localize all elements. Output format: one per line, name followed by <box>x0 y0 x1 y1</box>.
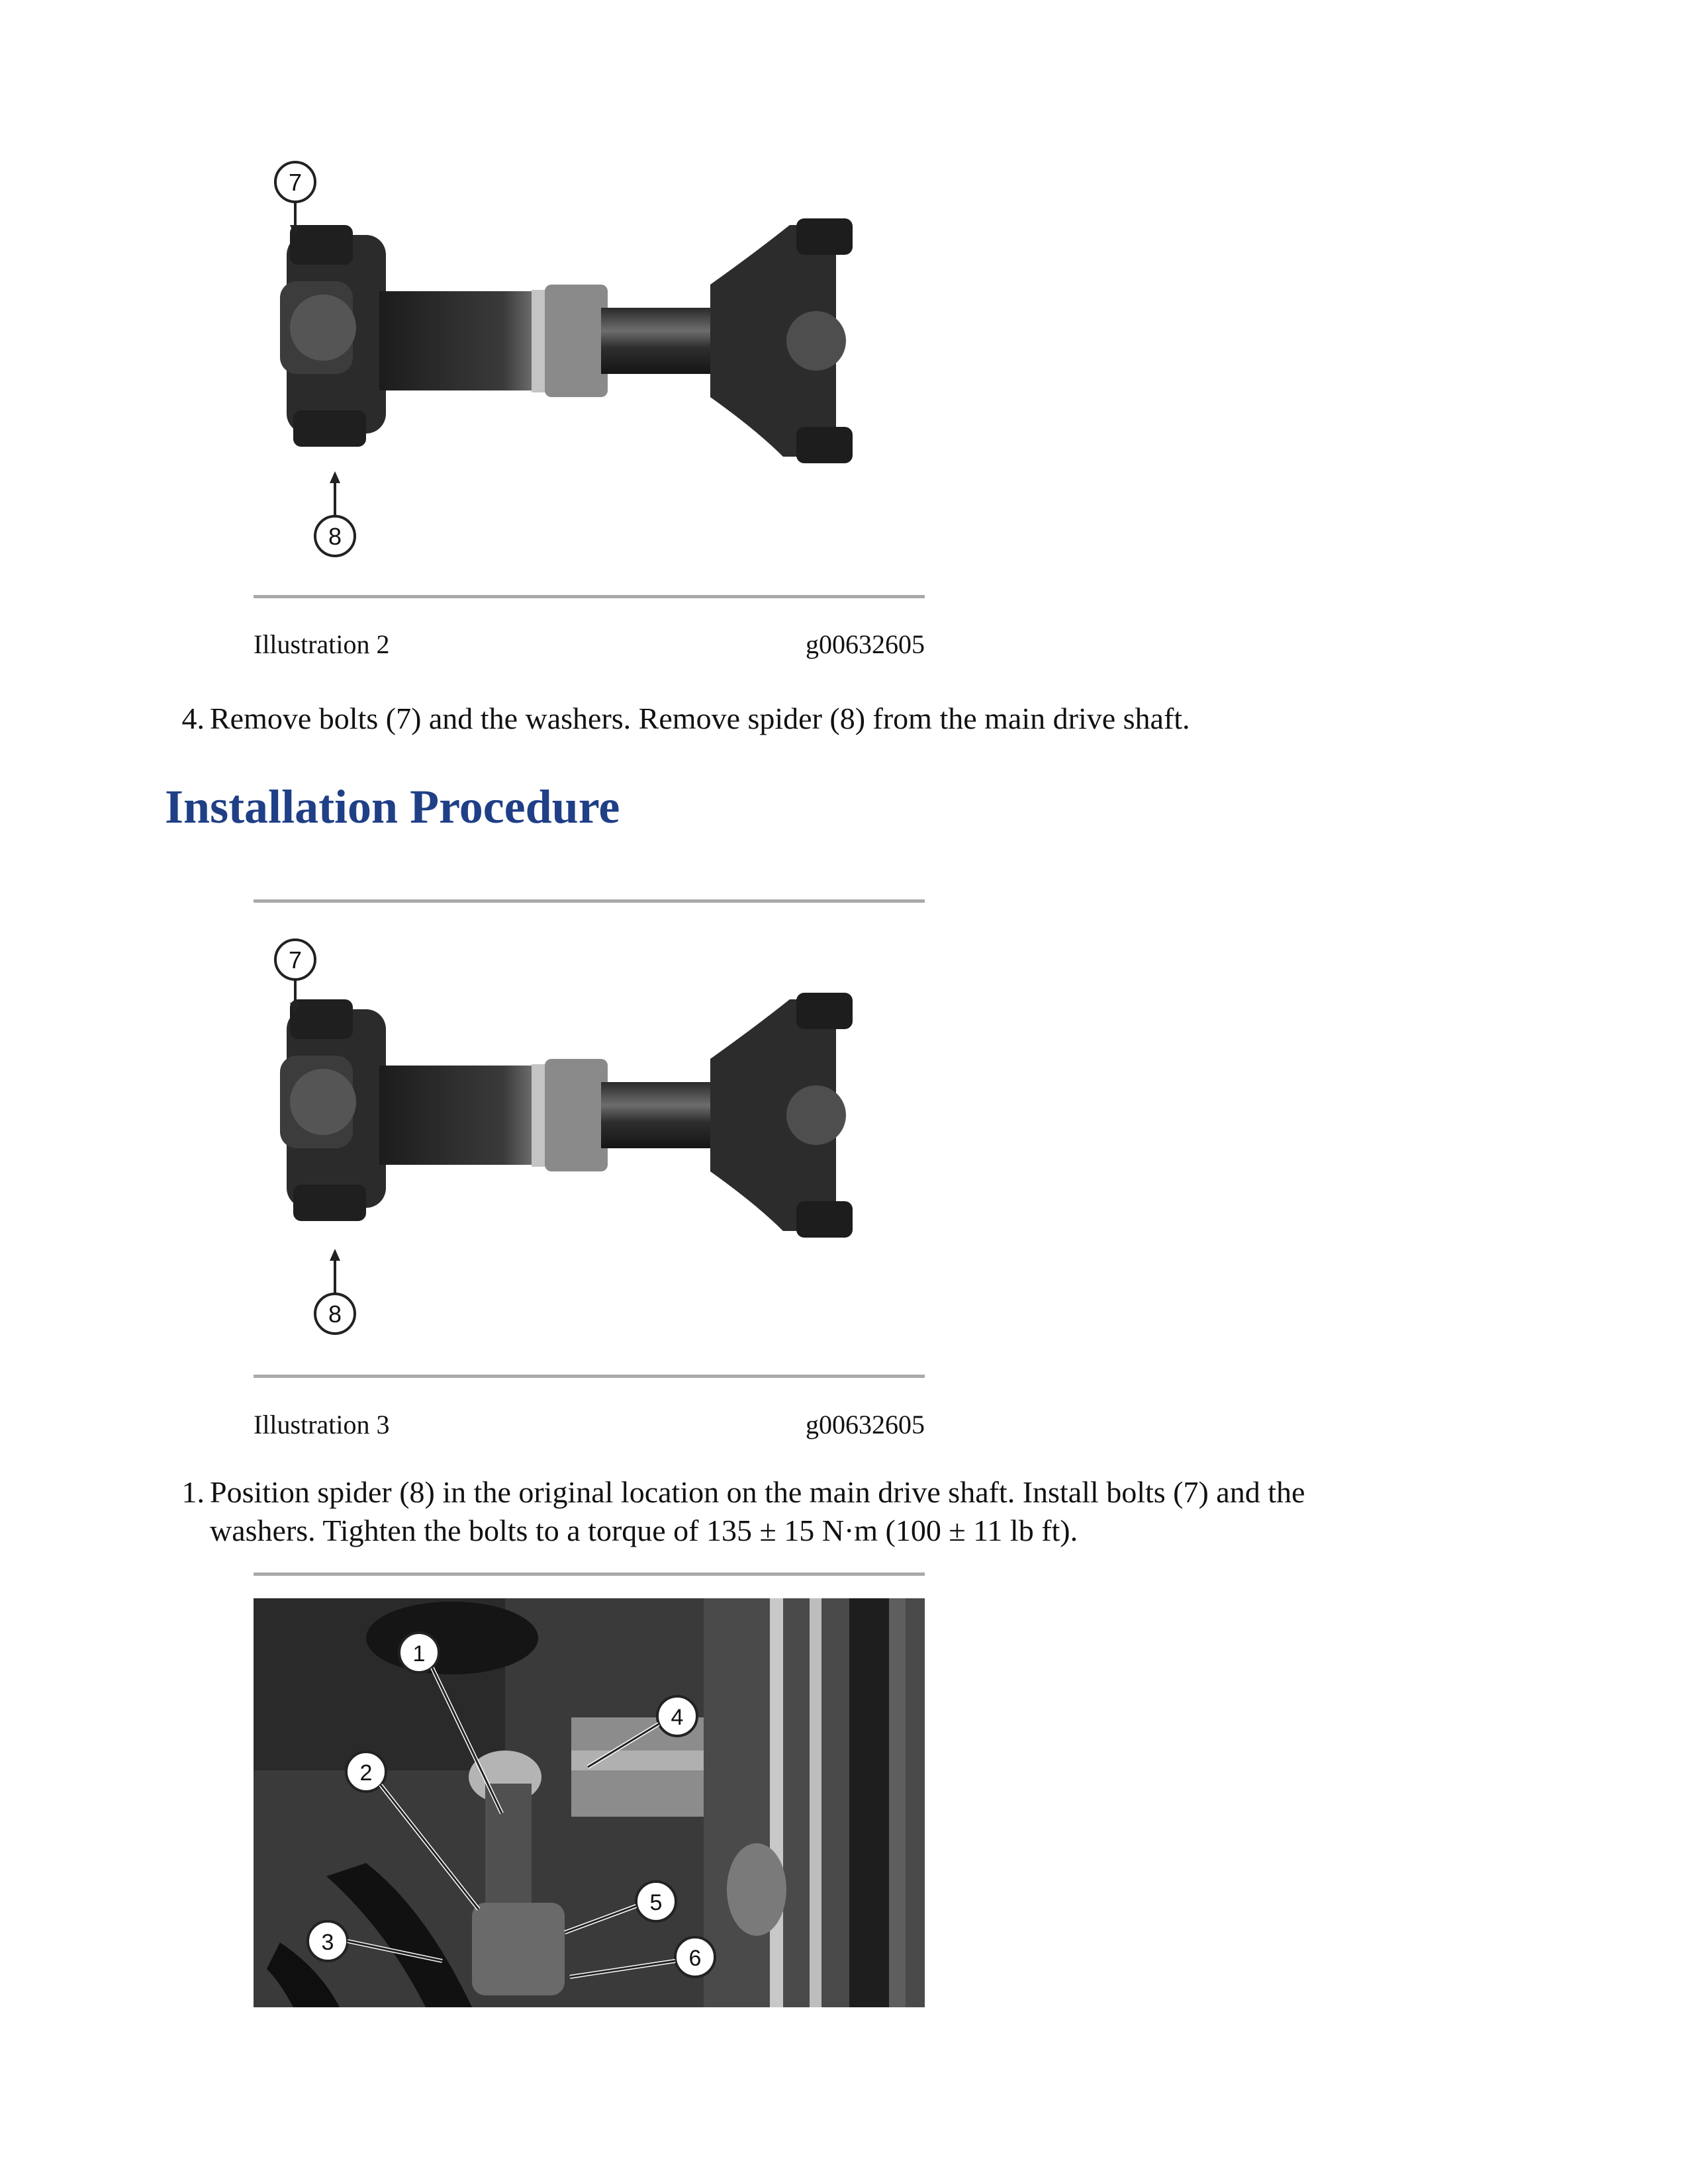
left-yoke <box>280 999 386 1221</box>
callout-8 <box>315 471 355 556</box>
illustration-2-rule <box>254 595 925 598</box>
illustration-3-rule <box>254 1375 925 1378</box>
section-heading: Installation Procedure <box>165 780 620 833</box>
svg-text:5: 5 <box>649 1890 663 1915</box>
svg-text:2: 2 <box>359 1760 373 1786</box>
step-text-line-1: Position spider (8) in the original location on the main drive shaft. Install bolts (7) and the <box>210 1475 1305 1509</box>
illustration-4-top-rule <box>254 1572 925 1576</box>
callout-8 <box>315 1249 355 1334</box>
illustration-3-label: Illustration 3 <box>254 1410 390 1439</box>
step-text-line-2: washers. Tighten the bolts to a torque of 135 ± 15 N·m (100 ± 11 lb ft). <box>210 1514 1078 1547</box>
step-number: 1. <box>181 1475 205 1509</box>
svg-text:6: 6 <box>688 1946 702 1971</box>
illustration-2-image <box>254 152 925 582</box>
right-yoke <box>710 218 853 463</box>
svg-text:7: 7 <box>288 946 303 974</box>
svg-text:3: 3 <box>321 1930 334 1955</box>
illustration-3-image <box>254 927 925 1357</box>
svg-text:1: 1 <box>412 1641 426 1666</box>
step-text: Remove bolts (7) and the washers. Remove spider (8) from the main drive shaft. <box>210 702 1190 735</box>
illustration-4-image <box>254 1598 925 2007</box>
illustration-2-label: Illustration 2 <box>254 629 390 659</box>
left-yoke <box>280 225 386 447</box>
illustration-2-graphic-id: g00632605 <box>806 629 925 659</box>
right-yoke <box>710 993 853 1238</box>
installation-step-1 <box>165 1473 1489 1553</box>
illustration-3-graphic-id: g00632605 <box>806 1410 925 1439</box>
step-number: 4. <box>181 702 205 735</box>
svg-text:7: 7 <box>288 169 303 196</box>
illustration-3-top-rule <box>254 899 925 903</box>
svg-text:8: 8 <box>328 523 342 550</box>
svg-text:8: 8 <box>328 1300 342 1328</box>
svg-text:4: 4 <box>671 1705 684 1730</box>
